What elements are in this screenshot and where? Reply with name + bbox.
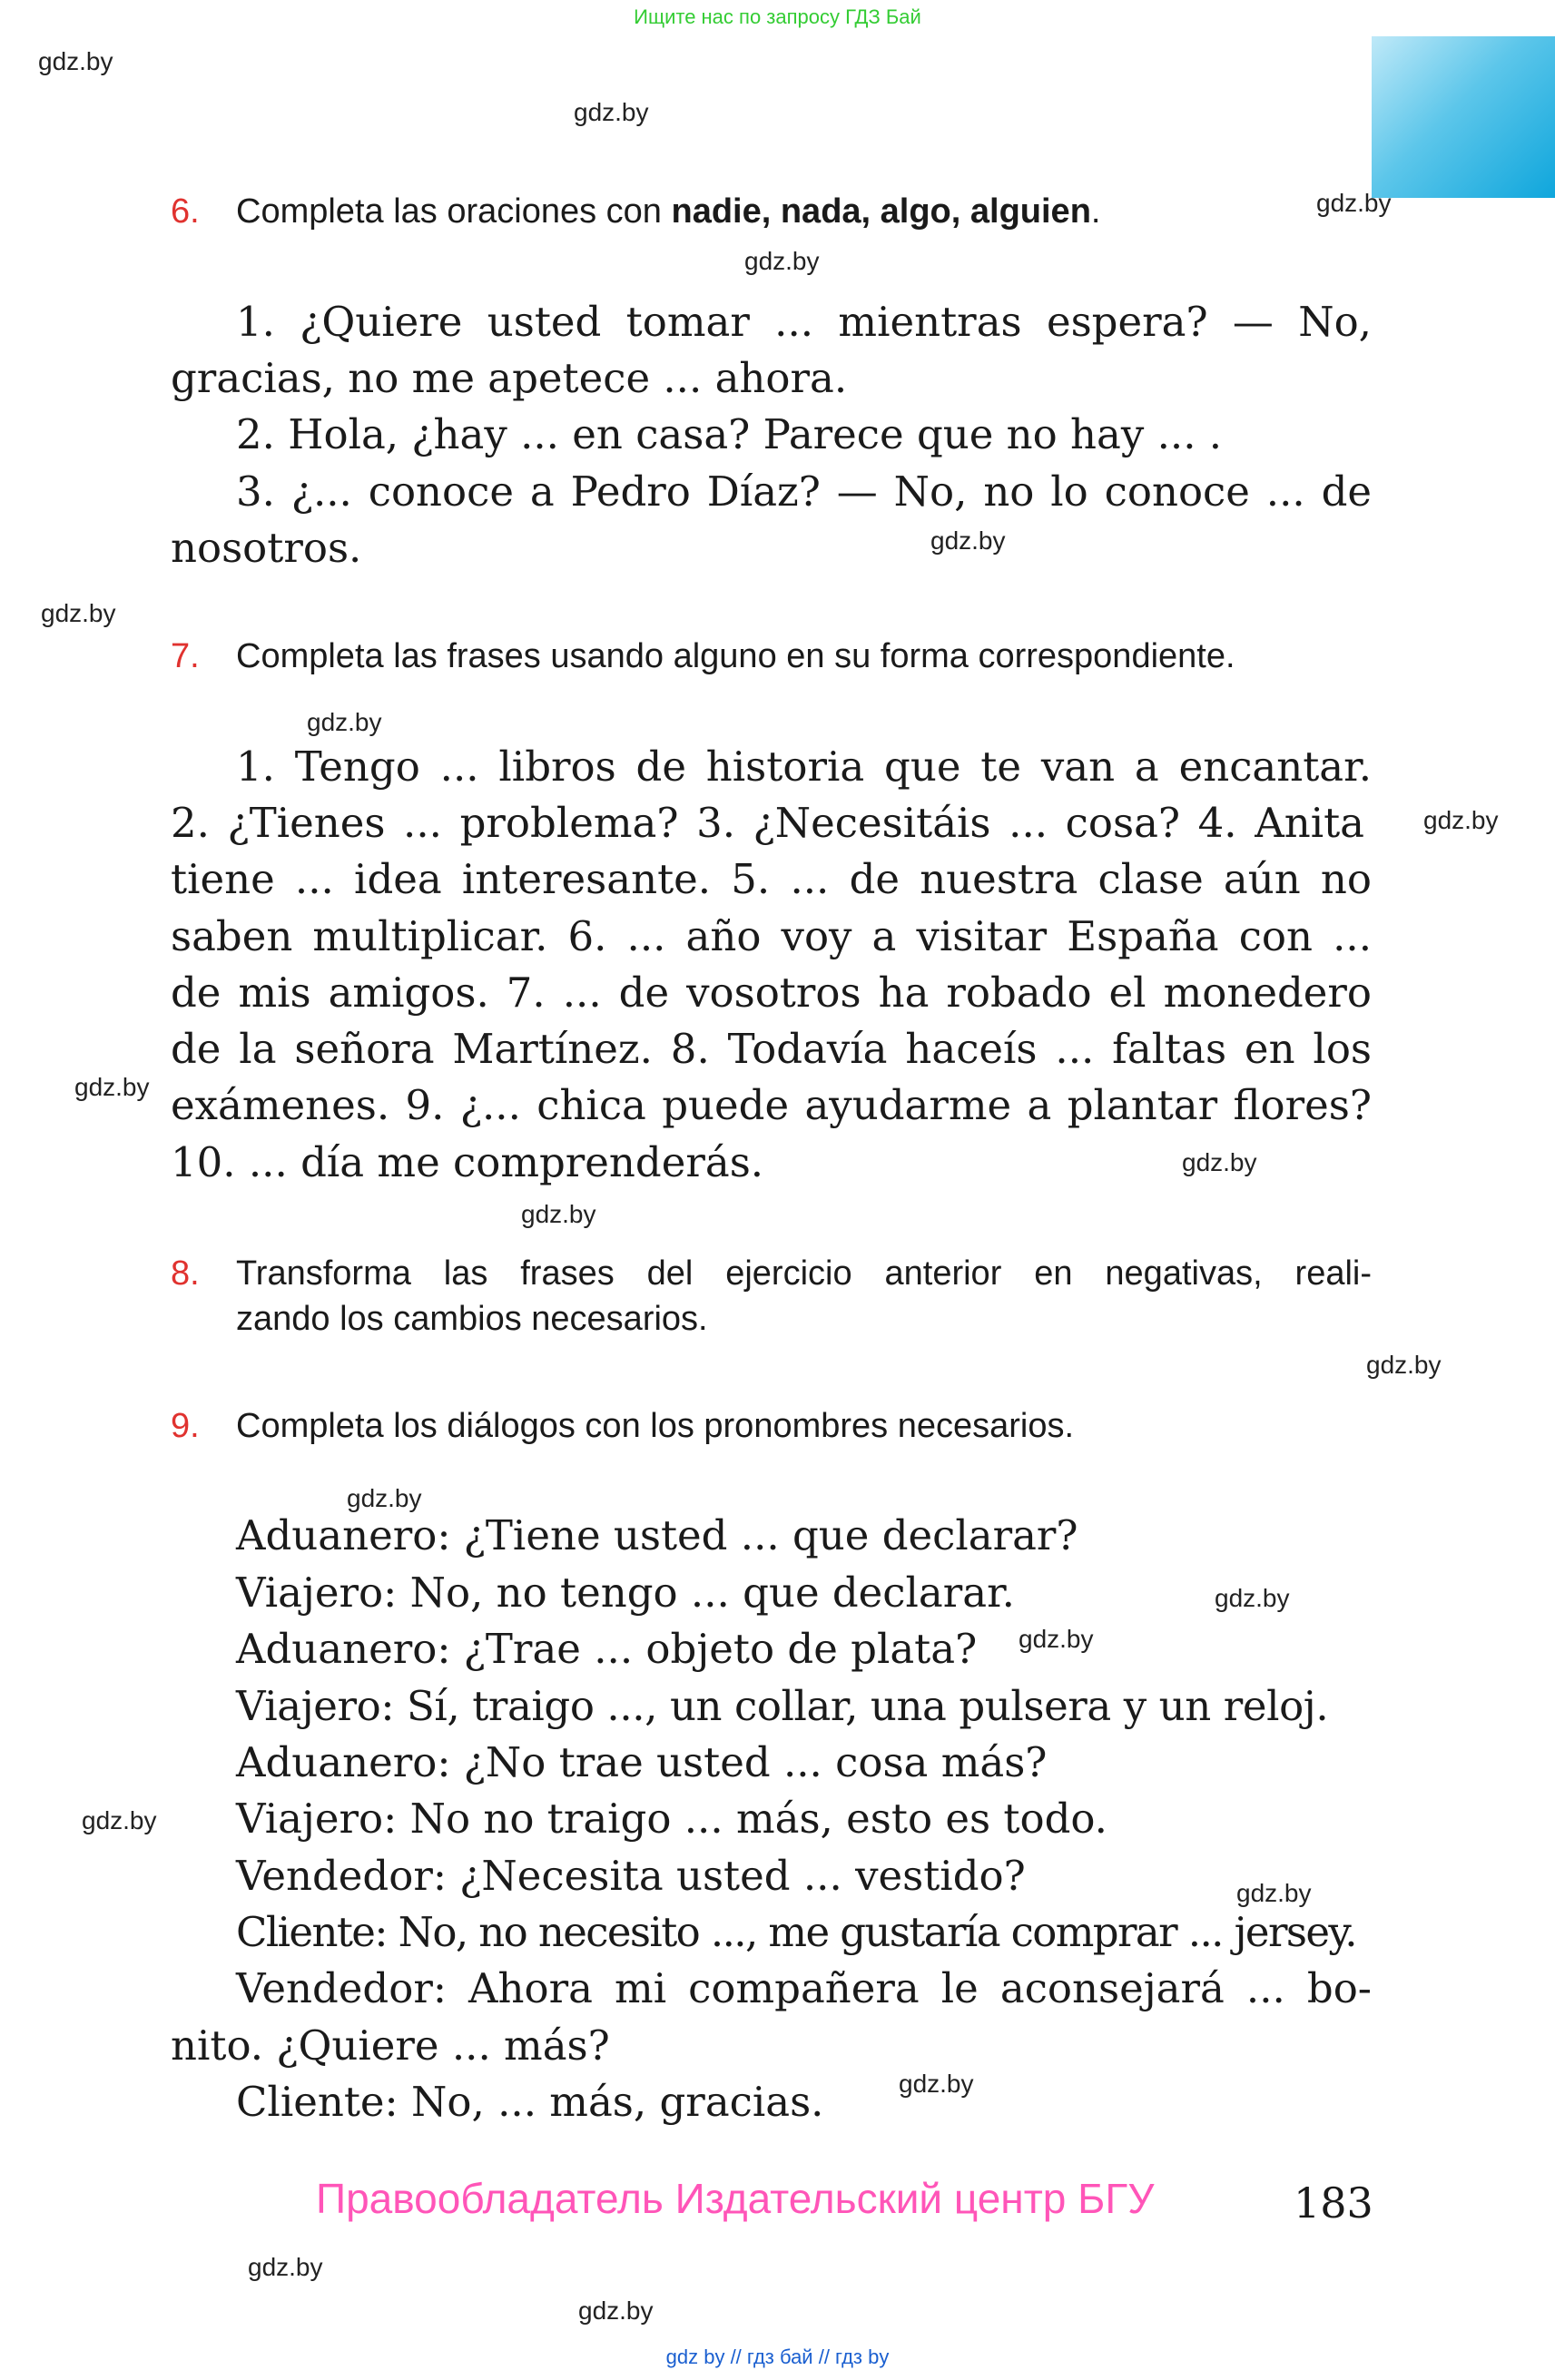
watermark: gdz.by [1316, 189, 1392, 217]
dialogue-line: Cliente: No, ... más, gracias. [236, 2078, 824, 2126]
bottom-links[interactable]: gdz by // гдз бай // гдз by [665, 2346, 890, 2368]
watermark: gdz.by [1215, 1584, 1290, 1612]
watermark: gdz.by [744, 247, 820, 275]
exercise-8-heading [171, 1254, 236, 1293]
exercise-8-instruction-line: Transforma las frases del ejercicio anterior en negativas, reali- [236, 1254, 1372, 1293]
dialogue-line: Viajero: No, no tengo ... que declarar. [236, 1569, 1015, 1617]
dialogue-line: nito. ¿Quiere ... más? [171, 2021, 610, 2070]
dialogue-line: Aduanero: ¿Tiene usted ... que declarar? [236, 1511, 1078, 1559]
watermark: gdz.by [521, 1200, 596, 1228]
publisher-footer: Правообладатель Издательский центр БГУ [316, 2175, 1155, 2222]
watermark: gdz.by [41, 599, 116, 627]
dialogue-line: Viajero: Sí, traigo ..., un collar, una pulsera y un reloj. [236, 1682, 1329, 1730]
watermark: gdz.by [38, 47, 113, 75]
exercise-6-line: nosotros. [171, 524, 362, 572]
watermark: gdz.by [930, 526, 1006, 555]
exercise-9-instruction: Completa los diálogos con los pronombres necesarios. [236, 1407, 1075, 1445]
watermark: gdz.by [1366, 1351, 1442, 1379]
exercise-9-heading [171, 1407, 1074, 1446]
watermark: gdz.by [1236, 1879, 1312, 1907]
watermark: gdz.by [1182, 1148, 1257, 1176]
watermark: gdz.by [1019, 1625, 1094, 1653]
exercise-7-instruction: Completa las frases usando alguno en su forma correspondiente. [236, 637, 1235, 675]
corner-tab-decoration [1372, 36, 1555, 198]
exercise-number: 7. [171, 637, 200, 675]
exercise-7-line: 1. Tengo ... libros de historia que te van a encantar. [236, 743, 1372, 791]
exercise-6-period: . [1090, 192, 1101, 231]
watermark: gdz.by [578, 2296, 654, 2325]
exercise-7-heading [171, 637, 1235, 676]
watermark: gdz.by [82, 1806, 157, 1834]
dialogue-line: Vendedor: ¿Necesita usted ... vestido? [236, 1852, 1026, 1900]
exercise-7-line: 2. ¿Tienes ... problema? 3. ¿Necesitáis ... cosa? 4. Anita [171, 799, 1364, 847]
dialogue-line: Viajero: No no traigo ... más, esto es todo. [236, 1795, 1107, 1843]
exercise-number: 9. [171, 1407, 200, 1445]
dialogue-line: Aduanero: ¿Trae ... objeto de plata? [236, 1625, 978, 1673]
exercise-6-line-text: 1. ¿Quiere usted tomar ... mientras espera? — No, [236, 298, 1372, 346]
exercise-6-line: 2. Hola, ¿hay ... en casa? Parece que no hay ... . [236, 410, 1223, 458]
page-number: 183 [1294, 2178, 1373, 2228]
exercise-7-line: saben multiplicar. 6. ... año voy a visitar España con ... [171, 912, 1372, 960]
watermark: gdz.by [347, 1484, 422, 1512]
dialogue-line: Aduanero: ¿No trae usted ... cosa más? [236, 1738, 1048, 1786]
top-banner[interactable]: Ищите нас по запросу ГДЗ Бай [634, 5, 921, 28]
exercise-6-line: 3. ¿... conoce a Pedro Díaz? — No, no lo conoce ... de [236, 467, 1372, 516]
exercise-7-line: tiene ... idea interesante. 5. ... de nuestra clase aún no [171, 855, 1372, 903]
exercise-6-line: gracias, no me apetece ... ahora. [171, 354, 848, 402]
watermark: gdz.by [74, 1073, 150, 1101]
watermark: gdz.by [899, 2070, 974, 2098]
exercise-7-line: de mis amigos. 7. ... de vosotros ha robado el monedero [171, 969, 1372, 1017]
exercise-6-words: nadie, nada, algo, alguien [671, 192, 1091, 231]
exercise-6-heading [171, 192, 1100, 231]
exercise-6-line [171, 298, 1372, 346]
watermark: gdz.by [1423, 806, 1499, 834]
exercise-7-line: 10. ... día me comprenderás. [171, 1138, 764, 1186]
watermark: gdz.by [574, 98, 649, 126]
exercise-number: 6. [171, 192, 200, 231]
exercise-8-instruction-line: zando los cambios necesarios. [236, 1300, 708, 1338]
exercise-7-line: exámenes. 9. ¿... chica puede ayudarme a plantar flores? [171, 1081, 1372, 1129]
watermark: gdz.by [248, 2253, 323, 2281]
dialogue-line: Cliente: No, no necesito ..., me gustaría comprar ... jersey. [236, 1908, 1356, 1956]
exercise-number: 8. [171, 1254, 200, 1293]
exercise-7-line: de la señora Martínez. 8. Todavía haceís ... faltas en los [171, 1025, 1372, 1073]
watermark: gdz.by [307, 708, 382, 736]
dialogue-line: Vendedor: Ahora mi compañera le aconsejará ... bo- [236, 1964, 1372, 2012]
exercise-6-instruction: Completa las oraciones con [236, 192, 672, 231]
